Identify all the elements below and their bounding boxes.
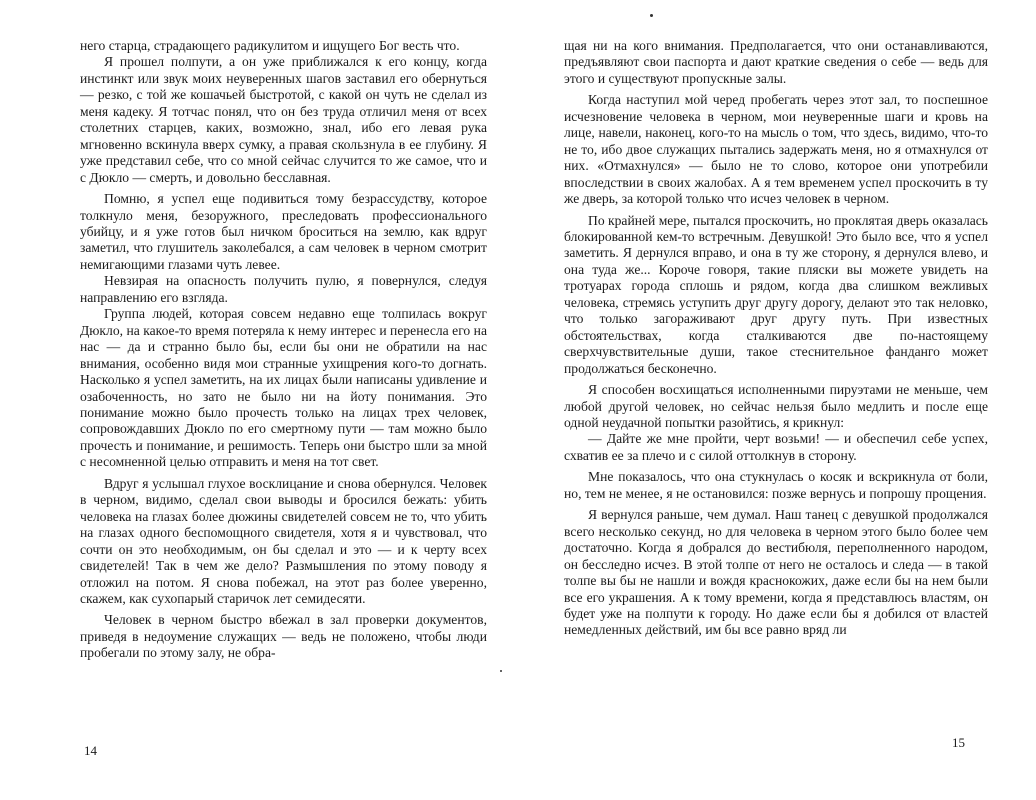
paragraph: Я прошел полпути, а он уже приближался к его концу, когда инстинкт или звук моих неуверенных шагов заставил его обернуться — резко, с той же кошачьей быстротой, с какой он чуть не сделал из меня кадеку. Я тотчас понял, что он без труда отличил меня от всех столетних старцев, каких, возможно, знал, ибо его левая рука мгновенно вскинула вверх сумку, а правая скользнула в ее глубину. Я уже представил себе, что со мной сейчас случится то же самое, что и с Дюкло — смерть, и довольно бесславная. [80, 54, 487, 185]
paragraph: Я вернулся раньше, чем думал. Наш танец с девушкой продолжался всего несколько секунд, но для человека в черном этого было более чем достаточно. Когда я добрался до вестибюля, переполненного народом, он бесследно исчез. В этой толпе от него не осталось и следа — в такой толпе вы бы не нашли и вождя краснокожих, даже если бы на нем были все его украшения. А к тому времени, когда я представлюсь властям, он будет уже на полпути к городу. Но даже если бы я добился от властей немедленных действий, им бы все равно вряд ли [564, 507, 988, 638]
page-number: 15 [952, 735, 965, 750]
paragraph: Когда наступил мой черед пробегать через этот зал, то поспешное исчезновение человека в черном, мои неуверенные шаги и кровь на лице, навели, наконец, кого-то на мысль о том, что здесь, видимо, что-то не то, ибо двое служащих пытались задержать меня, но я отмахнулся от них. «Отмахнулся» — было не то слово, которое они употребили впоследствии в своих жалобах. А я тем временем успел проскочить в ту же дверь, за которой только что исчез человек в черном. [564, 92, 988, 207]
page-number: 14 [84, 743, 97, 758]
paragraph: Группа людей, которая совсем недавно еще толпилась вокруг Дюкло, на какое-то время потеряла к нему интерес и перенесла его на нас — да и странно было бы, если бы они не обратили на нас внимания, особенно видя мои странные ухищрения кого-то догнать. Насколько я успел заметить, на их лицах были написаны удивление и озабоченность, но зато не было ни на йоту понимания. Это понимание можно было прочесть только на лицах трех человек, сопровождавших Дюкло по его смертному пути — там можно было прочесть и понимание, и решимость. Теперь они быстро шли за мной с несомненной целью отправить и меня на тот свет. [80, 306, 487, 470]
right-page-text [564, 38, 988, 639]
paragraph: Я способен восхищаться исполненными пируэтами не меньше, чем любой другой человек, но сейчас нельзя было медлить и после еще одной неудачной попытки разойтись, я крикнул: [564, 382, 988, 430]
paragraph: него старца, страдающего радикулитом и ищущего Бог весть что. [80, 38, 460, 53]
paragraph: Человек в черном быстро вбежал в зал проверки документов, приведя в недоумение служащих — ведь не положено, чтобы люди пробегали по этому залу, не обра- [80, 612, 487, 661]
left-page-text [80, 38, 487, 662]
paragraph: щая ни на кого внимания. Предполагается, что они останавливаются, предъявляют свои паспорта и дают краткие сведения о себе — ведь для этого и существуют пропускные залы. [564, 38, 988, 86]
paragraph: Вдруг я услышал глухое восклицание и снова обернулся. Человек в черном, видимо, сделал свои выводы и бросился бежать: убить человека на глазах более дюжины свидетелей совсем не то, что убить на глазах одного беспомощного свидетеля, хотя я и чувствовал, что сочти он это необходимым, он бы сделал и это — и к черту всех свидетелей! Так в чем же дело? Размышления по этому поводу я отложил на потом. Я снова побежал, на этот раз более уверенно, скажем, как сухопарый старичок лет семидесяти. [80, 475, 487, 606]
right-page [518, 0, 1036, 800]
paragraph: — Дайте же мне пройти, черт возьми! — и обеспечил себе успех, схватив ее за плечо и с силой оттолкнув в сторону. [564, 431, 988, 463]
paragraph: По крайней мере, пытался проскочить, но проклятая дверь оказалась блокированной кем-то встречным. Девушкой! Это было все, что я успел заметить. Я дернулся вправо, и она в ту же сторону, я дернулся влево, и она туда же... Короче говоря, такие пляски вы можете увидеть на тротуарах города сплошь и рядом, когда два слишком вежливых человека, стремясь уступить друг другу дорогу, делают это так неловко, что только загораживают друг другу путь. При известных обстоятельствах, когда сталкиваются две по-настоящему сверхчувствительные души, такое стеснительное фанданго может продолжаться бесконечно. [564, 212, 989, 376]
print-speck [650, 14, 653, 17]
print-speck [500, 670, 502, 672]
paragraph: Мне показалось, что она стукнулась о косяк и вскрикнула от боли, но, тем не менее, я не остановился: позже вернусь и попрошу прощения. [564, 469, 988, 501]
paragraph: Помню, я успел еще подивиться тому безрассудству, которое толкнуло меня, безоружного, преследовать профессионального убийцу, и я уже готов был ничком броситься на землю, как вдруг заметил, что глушитель заколебался, а сам человек в черном смотрит немигающими глазами чуть левее. [80, 191, 487, 272]
paragraph: Невзирая на опасность получить пулю, я повернулся, следуя направлению его взгляда. [80, 273, 487, 305]
